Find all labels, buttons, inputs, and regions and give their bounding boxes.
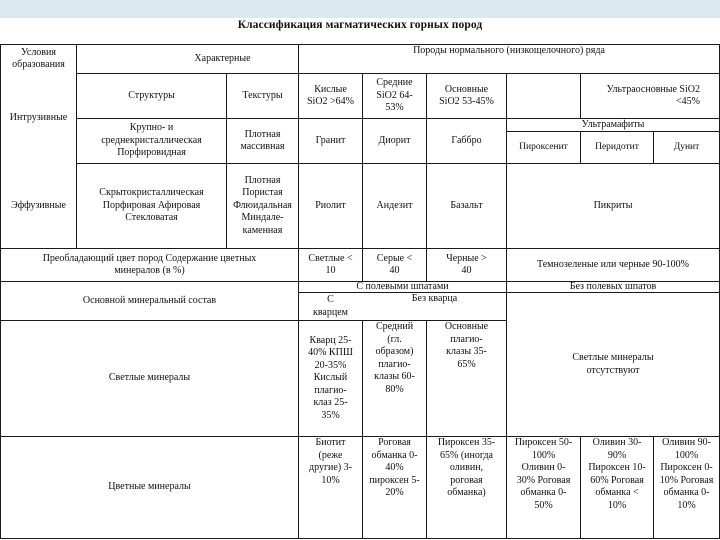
header-intermediate: Средние SiO2 64-53% bbox=[376, 77, 413, 114]
with-quartz: С кварцем bbox=[312, 294, 348, 318]
with-feldspar: С полевыми шпатами bbox=[356, 280, 449, 292]
color-basic: Черные > 40 bbox=[446, 252, 487, 276]
ultramafic-dunite: Дунит bbox=[673, 142, 700, 153]
dark-minerals-label: Цветные минералы bbox=[108, 481, 191, 493]
ultramafic-peridotite: Перидотит bbox=[595, 142, 639, 153]
effusive-label: Эффузивные bbox=[11, 199, 66, 211]
header-acidic: Кислые SiO2 >64% bbox=[306, 83, 355, 107]
color-ultrabasic: Темнозеленые или черные 90-100% bbox=[536, 258, 689, 270]
dark-intermediate: Роговая обманка 0-40% пироксен 5-20% bbox=[369, 437, 420, 498]
page-title: Классификация магматических горных пород bbox=[237, 19, 483, 31]
effusive-structure: Скрытокристаллическая Порфировая Афировая Стекловатая bbox=[99, 187, 204, 224]
header-basic: Основные SiO2 53-45% bbox=[439, 83, 494, 107]
dark-acidic: Биотит (реже другие) 3-10% bbox=[308, 437, 352, 486]
ultramafic-title: Ультрамафиты bbox=[581, 118, 645, 130]
intrusive-basic: Габбро bbox=[451, 134, 482, 146]
color-intermediate: Серые < 40 bbox=[376, 252, 413, 276]
color-row-label: Преобладающий цвет пород Содержание цветных минералов (в %) bbox=[42, 252, 257, 276]
effusive-basic: Базальт bbox=[450, 199, 483, 211]
intrusive-intermediate: Диорит bbox=[378, 134, 411, 146]
dark-ultra-2: Оливин 30-90% Пироксен 10-60% Роговая обманка < 10% bbox=[588, 437, 646, 511]
header-structures: Структуры bbox=[128, 89, 175, 101]
light-minerals-label: Светлые минералы bbox=[108, 372, 191, 384]
intrusive-structure: Крупно- и среднекристаллическая Порфировидная bbox=[101, 122, 202, 159]
intrusive-texture: Плотная массивная bbox=[240, 128, 285, 152]
mineral-comp-label: Основной минеральный состав bbox=[82, 294, 217, 306]
header-characteristic: Характерные bbox=[194, 52, 251, 64]
light-intermediate: Средний (гл. образом) плагио-клазы 60-80% bbox=[374, 321, 415, 395]
header-series: Породы нормального (низкощелочного) ряда bbox=[413, 45, 605, 57]
dark-ultra-1: Пироксен 50-100% Оливин 0-30% Роговая обманка 0-50% bbox=[514, 437, 573, 511]
effusive-ultrabasic: Пикриты bbox=[593, 199, 633, 211]
without-quartz: Без кварца bbox=[411, 293, 458, 304]
without-feldspar: Без полевых шпатов bbox=[569, 280, 657, 292]
light-basic: Основные плагио-клазы 35-65% bbox=[444, 321, 489, 370]
color-acidic: Светлые < 10 bbox=[308, 252, 353, 276]
effusive-acidic: Риолит bbox=[315, 199, 346, 211]
effusive-intermediate: Андезит bbox=[376, 199, 413, 211]
header-ultrabasic: Ультраосновные SiO2 <45% bbox=[606, 83, 700, 107]
header-conditions: Условия образования bbox=[12, 46, 65, 70]
header-textures: Текстуры bbox=[242, 89, 283, 101]
dark-ultra-3: Оливин 90-100% Пироксен 0-10% Роговая обманка 0-10% bbox=[659, 437, 714, 511]
intrusive-acidic: Гранит bbox=[315, 134, 346, 146]
light-ultrabasic: Светлые минералы отсутствуют bbox=[572, 352, 654, 376]
dark-basic: Пироксен 35-65% (иногда оливин, роговая обманка) bbox=[437, 437, 496, 498]
effusive-texture: Плотная Пористая Флюидальная Миндале-каменная bbox=[233, 174, 292, 236]
intrusive-label: Интрузивные bbox=[9, 112, 68, 124]
light-acidic: Кварц 25-40% КПШ 20-35% Кислый плагио-клаз 25-35% bbox=[308, 334, 353, 421]
ultramafic-pyroxenite: Пироксенит bbox=[519, 142, 568, 153]
